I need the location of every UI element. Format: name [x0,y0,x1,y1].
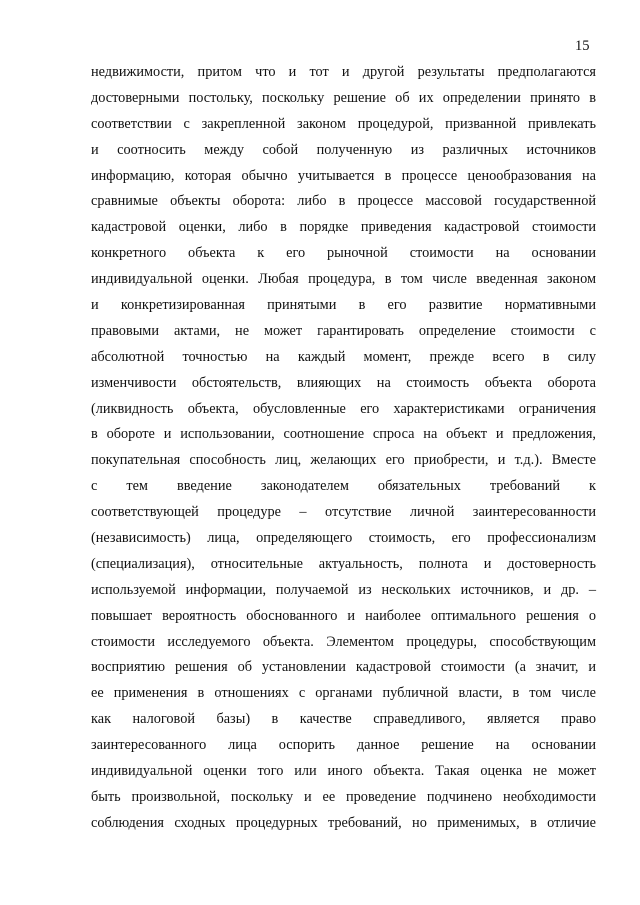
text-line: соответствии с закрепленной законом процедурой, призванной привлекать [91,115,596,132]
text-line: как налоговой базы) в качестве справедливого, является право [91,711,596,728]
text-line: и конкретизированная принятыми в его развитие нормативными [91,297,596,314]
text-line: недвижимости, притом что и тот и другой результаты предполагаются [91,64,596,80]
body-text [91,60,596,837]
page-number: 15 [575,38,590,54]
text-line: информацию, которая обычно учитывается в процессе ценообразования на [91,167,596,184]
text-line: с тем введение законодателем обязательных требований к [91,478,596,495]
text-line: (независимость) лица, определяющего стоимость, его профессионализм [91,530,596,547]
text-line: и соотносить между собой полученную из различных источников [91,141,596,158]
text-line: заинтересованного лица оспорить данное решение на основании [91,737,596,754]
text-line: стоимости исследуемого объекта. Элементом процедуры, способствующим [91,633,596,650]
text-line: (ликвидность объекта, обусловленные его характеристиками ограничения [91,400,596,417]
text-line: правовыми актами, не может гарантировать определение стоимости с [91,322,596,339]
text-line: соответствующей процедуре – отсутствие личной заинтересованности [91,504,596,521]
text-line: индивидуальной оценки. Любая процедура, в том числе введенная законом [91,271,596,288]
text-line: индивидуальной оценки того или иного объекта. Такая оценка не может [91,763,596,780]
text-line: в обороте и использовании, соотношение спроса на объект и предложения, [91,426,596,443]
text-line: повышает вероятность обоснованного и наиболее оптимального решения о [91,607,596,624]
text-line: ее применения в отношениях с органами публичной власти, в том числе [91,685,596,702]
text-line: абсолютной точностью на каждый момент, прежде всего в силу [91,348,596,365]
text-line: кадастровой оценки, либо в порядке приведения кадастровой стоимости [91,219,596,236]
text-line: покупательная способность лиц, желающих его приобрести, и т.д.). Вместе [91,452,596,469]
text-line: используемой информации, получаемой из нескольких источников, и др. – [91,581,596,598]
text-line: сравнимые объекты оборота: либо в процессе массовой государственной [91,193,596,210]
text-line: быть произвольной, поскольку и ее проведение подчинено необходимости [91,788,596,805]
text-line: конкретного объекта к его рыночной стоимости на основании [91,245,596,262]
text-line: восприятию решения об установлении кадастровой стоимости (а значит, и [91,659,596,676]
text-line: изменчивости обстоятельств, влияющих на стоимость объекта оборота [91,374,596,391]
text-line: достоверными постольку, поскольку решение об их определении принято в [91,89,596,106]
text-line: (специализация), относительные актуальность, полнота и достоверность [91,555,596,572]
text-line: соблюдения сходных процедурных требований, но применимых, в отличие [91,814,596,831]
